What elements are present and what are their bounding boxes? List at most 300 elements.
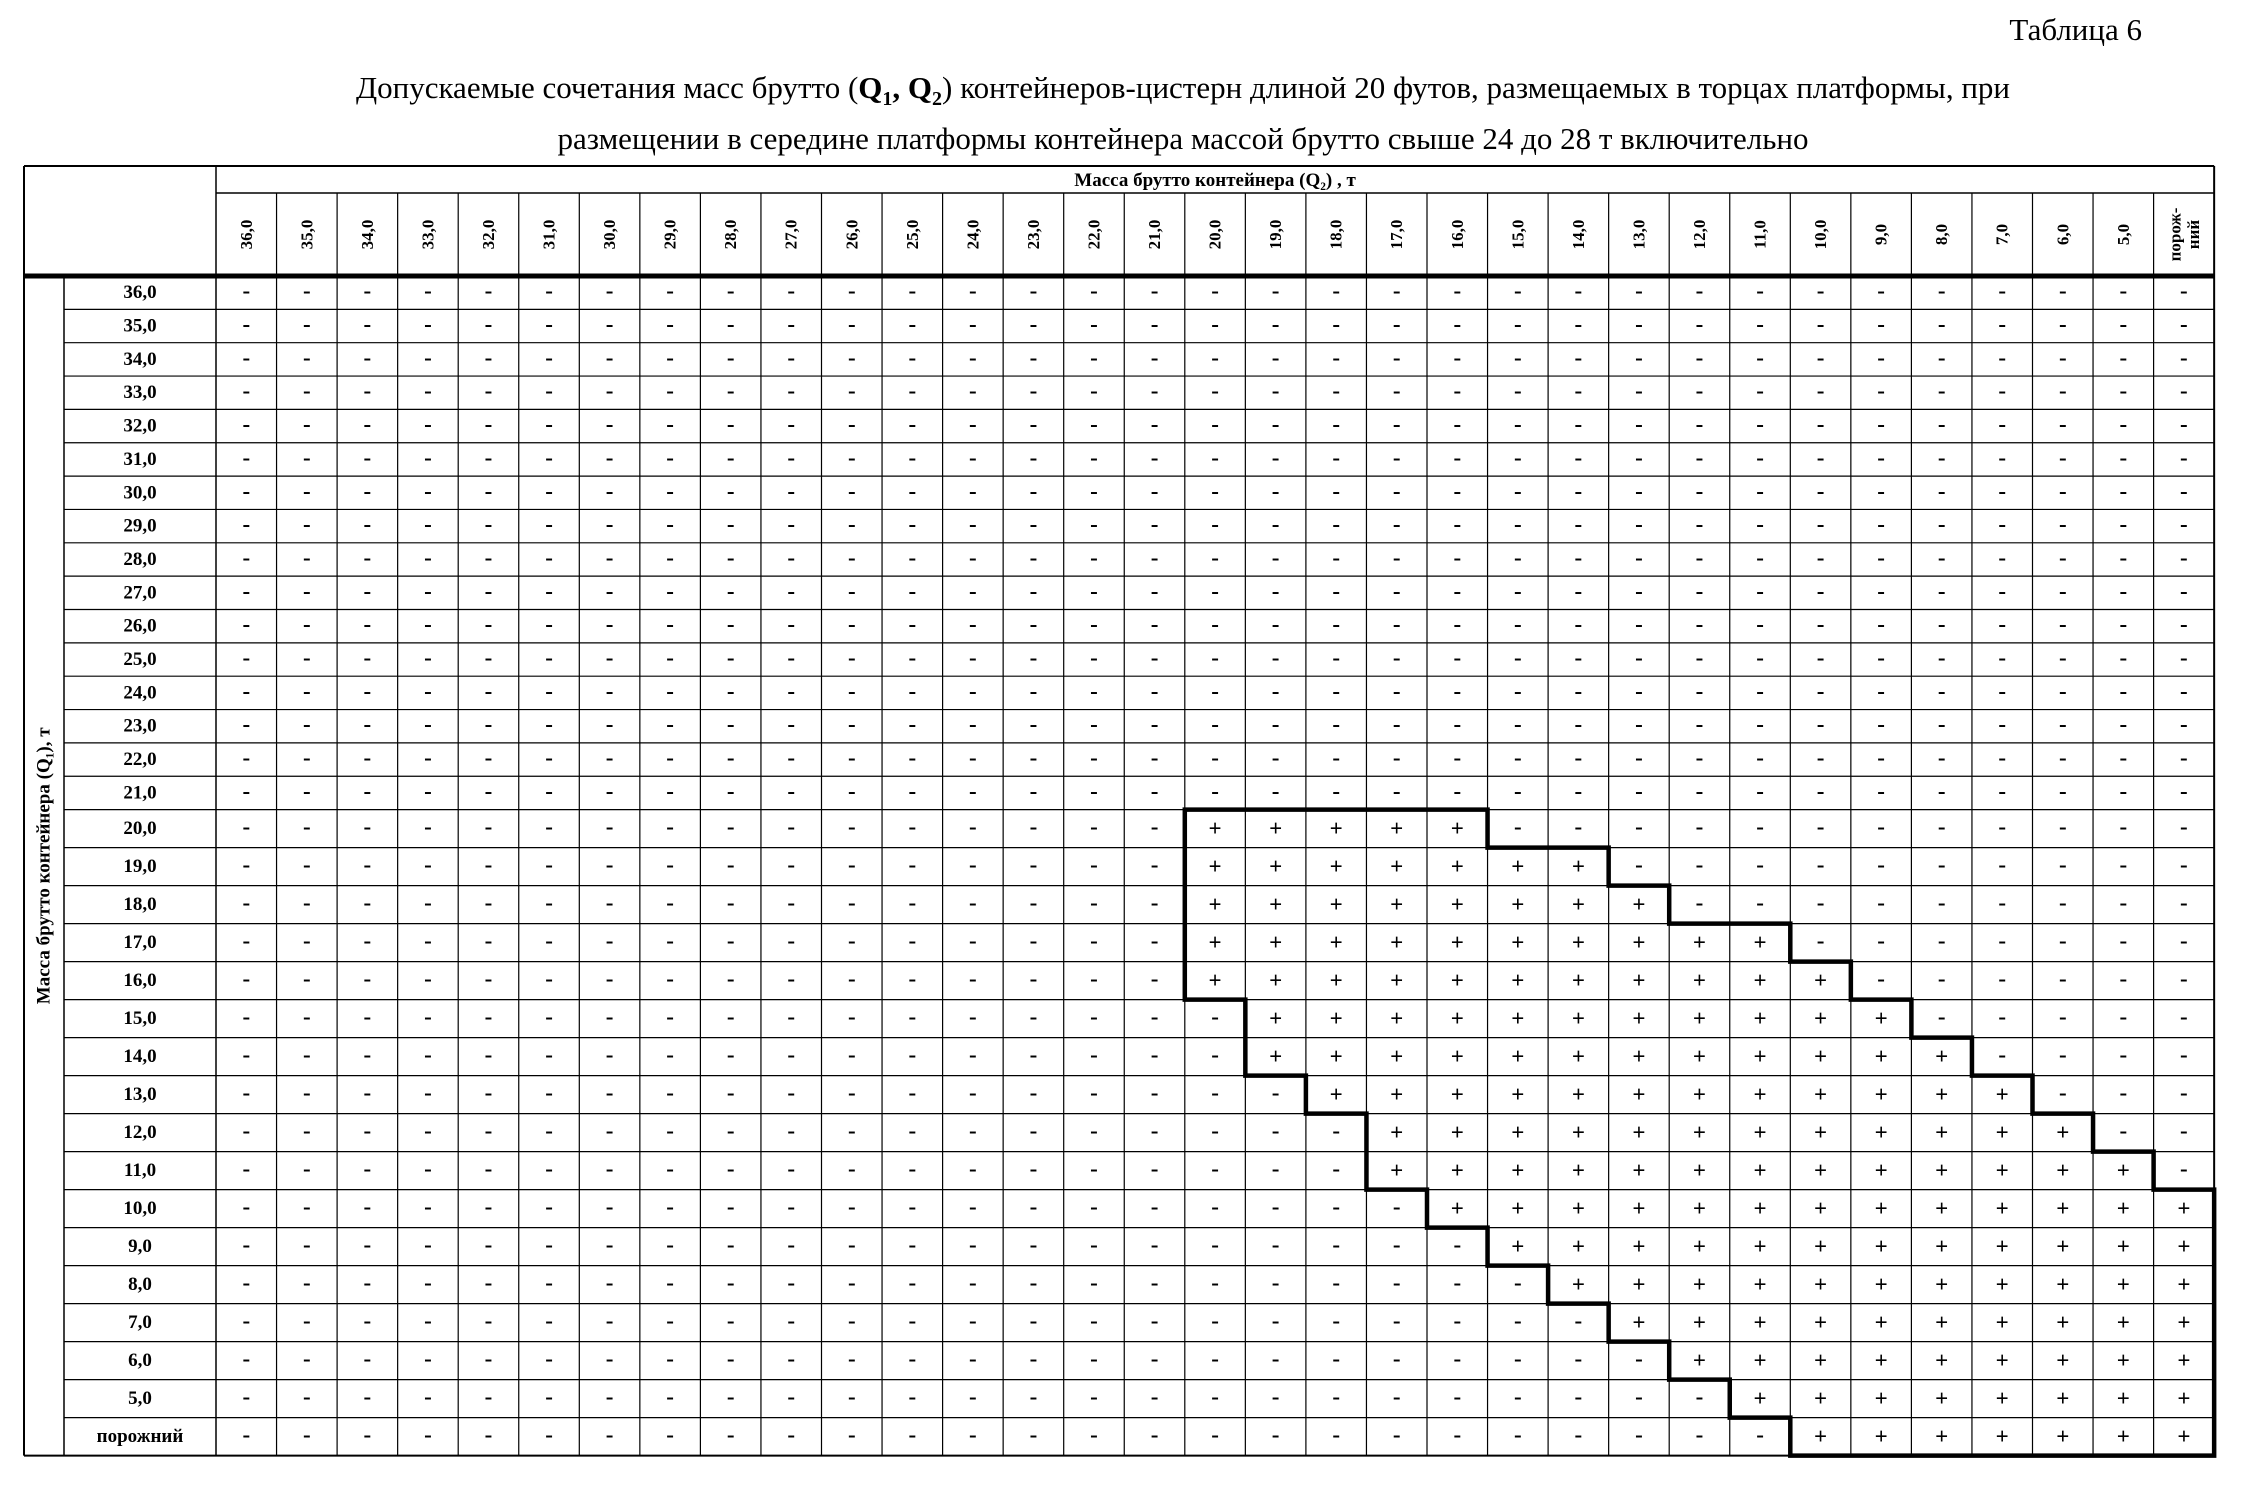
cell-forbidden: - xyxy=(908,778,917,804)
cell-forbidden: - xyxy=(363,1346,372,1372)
cell-forbidden: - xyxy=(2180,1042,2188,1068)
cell-forbidden: - xyxy=(1695,511,1704,537)
caption-line-1: Допускаемые сочетания масс брутто ($Q_1$, $Q_2$) контейнеров-цистерн длиной 20 футов, размещаемых в торцах платформы, при xyxy=(355,70,2011,111)
cell-forbidden: - xyxy=(666,1308,674,1334)
cell-forbidden: - xyxy=(1332,711,1341,737)
cell-forbidden: - xyxy=(605,378,614,404)
cell-forbidden: - xyxy=(2058,1080,2067,1106)
cell-forbidden: - xyxy=(666,890,674,916)
cell-forbidden: - xyxy=(1090,1080,1098,1106)
cell-forbidden: - xyxy=(1695,578,1704,604)
cell-forbidden: - xyxy=(1574,711,1583,737)
cell-allowed: + xyxy=(1995,1272,2009,1298)
cell-forbidden: - xyxy=(908,578,917,604)
cell-forbidden: - xyxy=(1695,411,1704,437)
cell-forbidden: - xyxy=(1998,1004,2007,1030)
cell-forbidden: - xyxy=(1090,1194,1098,1220)
cell-forbidden: - xyxy=(2058,578,2067,604)
cell-forbidden: - xyxy=(484,928,493,954)
cell-forbidden: - xyxy=(1150,745,1159,771)
cell-forbidden: - xyxy=(1150,444,1159,470)
cell-forbidden: - xyxy=(363,852,372,878)
cell-allowed: + xyxy=(2056,1272,2070,1298)
cell-forbidden: - xyxy=(1211,1004,1219,1030)
cell-forbidden: - xyxy=(1392,678,1401,704)
cell-forbidden: - xyxy=(424,711,432,737)
cell-forbidden: - xyxy=(1332,1270,1341,1296)
cell-allowed: + xyxy=(1390,968,1404,994)
cell-forbidden: - xyxy=(1635,578,1643,604)
cell-forbidden: - xyxy=(2180,745,2188,771)
cell-forbidden: - xyxy=(666,411,674,437)
cell-forbidden: - xyxy=(484,311,493,337)
cell-forbidden: - xyxy=(1877,778,1885,804)
cell-forbidden: - xyxy=(1574,1422,1583,1448)
cell-forbidden: - xyxy=(787,578,796,604)
cell-forbidden: - xyxy=(484,1080,493,1106)
cell-forbidden: - xyxy=(1574,411,1583,437)
cell-allowed: + xyxy=(1450,854,1464,880)
cell-forbidden: - xyxy=(1090,745,1098,771)
cell-forbidden: - xyxy=(1271,1308,1280,1334)
cell-forbidden: - xyxy=(363,928,372,954)
cell-forbidden: - xyxy=(1392,1232,1401,1258)
cell-forbidden: - xyxy=(1513,344,1522,370)
cell-forbidden: - xyxy=(1150,611,1159,637)
cell-allowed: + xyxy=(2116,1272,2130,1298)
cell-forbidden: - xyxy=(1998,378,2007,404)
cell-forbidden: - xyxy=(1090,578,1098,604)
column-header: 12,0 xyxy=(1689,219,1709,250)
cell-allowed: + xyxy=(1450,930,1464,956)
cell-allowed: + xyxy=(1995,1196,2009,1222)
cell-forbidden: - xyxy=(666,1042,674,1068)
cell-forbidden: - xyxy=(969,1270,977,1296)
cell-forbidden: - xyxy=(969,778,977,804)
column-header: 6,0 xyxy=(2053,223,2073,246)
cell-forbidden: - xyxy=(726,1346,735,1372)
row-label: 36,0 xyxy=(123,282,157,304)
column-header: 36,0 xyxy=(236,219,256,250)
cell-forbidden: - xyxy=(969,1194,977,1220)
cell-forbidden: - xyxy=(424,411,432,437)
cell-forbidden: - xyxy=(1453,611,1462,637)
cell-forbidden: - xyxy=(1392,611,1401,637)
cell-forbidden: - xyxy=(908,278,917,304)
cell-forbidden: - xyxy=(1635,411,1643,437)
cell-forbidden: - xyxy=(1090,890,1098,916)
cell-allowed: + xyxy=(1874,1348,1888,1374)
cell-allowed: + xyxy=(2116,1234,2130,1260)
cell-forbidden: - xyxy=(484,578,493,604)
cell-forbidden: - xyxy=(1211,478,1219,504)
cell-forbidden: - xyxy=(787,1080,796,1106)
cell-forbidden: - xyxy=(484,645,493,671)
cell-forbidden: - xyxy=(363,1384,372,1410)
cell-forbidden: - xyxy=(1513,1308,1522,1334)
cell-forbidden: - xyxy=(605,1194,614,1220)
cell-forbidden: - xyxy=(545,645,553,671)
column-header: 30,0 xyxy=(600,219,620,250)
cell-forbidden: - xyxy=(242,1270,251,1296)
cell-forbidden: - xyxy=(605,1004,614,1030)
cell-allowed: + xyxy=(2177,1272,2191,1298)
cell-forbidden: - xyxy=(726,1308,735,1334)
cell-forbidden: - xyxy=(545,1346,553,1372)
cell-forbidden: - xyxy=(1211,1232,1219,1258)
cell-forbidden: - xyxy=(1090,645,1098,671)
cell-forbidden: - xyxy=(2058,1042,2067,1068)
cell-allowed: + xyxy=(1269,816,1283,842)
cell-forbidden: - xyxy=(1271,711,1280,737)
cell-allowed: + xyxy=(1995,1424,2009,1450)
cell-allowed: + xyxy=(1329,1082,1343,1108)
cell-forbidden: - xyxy=(2180,928,2188,954)
cell-forbidden: - xyxy=(1695,711,1704,737)
cell-forbidden: - xyxy=(1513,278,1522,304)
cell-allowed: + xyxy=(2116,1386,2130,1412)
cell-forbidden: - xyxy=(605,928,614,954)
cell-allowed: + xyxy=(1632,1044,1646,1070)
cell-forbidden: - xyxy=(1332,778,1341,804)
cell-forbidden: - xyxy=(1513,1270,1522,1296)
cell-forbidden: - xyxy=(1029,478,1038,504)
cell-forbidden: - xyxy=(1574,311,1583,337)
cell-allowed: + xyxy=(1632,1272,1646,1298)
cell-forbidden: - xyxy=(2119,578,2128,604)
cell-forbidden: - xyxy=(666,1118,674,1144)
cell-forbidden: - xyxy=(726,344,735,370)
cell-forbidden: - xyxy=(1756,778,1764,804)
cell-forbidden: - xyxy=(1574,278,1583,304)
cell-forbidden: - xyxy=(1211,745,1219,771)
cell-forbidden: - xyxy=(847,966,856,992)
cell-forbidden: - xyxy=(787,852,796,878)
row-label: 34,0 xyxy=(123,348,157,370)
row-label: 35,0 xyxy=(123,315,157,337)
cell-forbidden: - xyxy=(363,378,372,404)
cell-forbidden: - xyxy=(969,852,977,878)
cell-forbidden: - xyxy=(908,544,917,570)
cell-forbidden: - xyxy=(242,611,251,637)
cell-forbidden: - xyxy=(1816,778,1825,804)
cell-forbidden: - xyxy=(1695,778,1704,804)
cell-forbidden: - xyxy=(2058,678,2067,704)
cell-allowed: + xyxy=(1814,1234,1828,1260)
cell-forbidden: - xyxy=(242,1308,251,1334)
cell-forbidden: - xyxy=(1574,745,1583,771)
cell-allowed: + xyxy=(1511,1196,1525,1222)
cell-forbidden: - xyxy=(1090,611,1098,637)
cell-allowed: + xyxy=(1753,1234,1767,1260)
cell-allowed: + xyxy=(1935,1196,1949,1222)
cell-forbidden: - xyxy=(1090,966,1098,992)
cell-forbidden: - xyxy=(726,611,735,637)
cell-forbidden: - xyxy=(969,444,977,470)
cell-forbidden: - xyxy=(2180,611,2188,637)
cell-forbidden: - xyxy=(1756,645,1764,671)
cell-forbidden: - xyxy=(2058,745,2067,771)
cell-forbidden: - xyxy=(1090,444,1098,470)
cell-forbidden: - xyxy=(787,1270,796,1296)
cell-forbidden: - xyxy=(2058,511,2067,537)
cell-forbidden: - xyxy=(908,814,917,840)
cell-allowed: + xyxy=(1511,854,1525,880)
cell-allowed: + xyxy=(2177,1234,2191,1260)
cell-forbidden: - xyxy=(1392,511,1401,537)
cell-forbidden: - xyxy=(2119,814,2128,840)
row-label: 29,0 xyxy=(123,515,157,537)
cell-forbidden: - xyxy=(787,678,796,704)
cell-forbidden: - xyxy=(969,1232,977,1258)
cell-forbidden: - xyxy=(1029,711,1038,737)
cell-forbidden: - xyxy=(1150,1080,1159,1106)
cell-allowed: + xyxy=(1753,930,1767,956)
cell-allowed: + xyxy=(1511,930,1525,956)
cell-forbidden: - xyxy=(847,678,856,704)
cell-forbidden: - xyxy=(363,1156,372,1182)
cell-forbidden: - xyxy=(1453,1422,1462,1448)
cell-forbidden: - xyxy=(847,444,856,470)
cell-forbidden: - xyxy=(2119,711,2128,737)
cell-forbidden: - xyxy=(787,778,796,804)
cell-forbidden: - xyxy=(1029,344,1038,370)
cell-forbidden: - xyxy=(605,711,614,737)
cell-allowed: + xyxy=(1692,1234,1707,1260)
cell-forbidden: - xyxy=(363,1422,372,1448)
cell-forbidden: - xyxy=(908,511,917,537)
cell-forbidden: - xyxy=(302,411,311,437)
cell-forbidden: - xyxy=(1574,814,1583,840)
cell-forbidden: - xyxy=(605,478,614,504)
cell-forbidden: - xyxy=(1695,611,1704,637)
cell-forbidden: - xyxy=(1392,1194,1401,1220)
cell-forbidden: - xyxy=(484,1422,493,1448)
cell-forbidden: - xyxy=(1756,344,1764,370)
cell-forbidden: - xyxy=(1090,511,1098,537)
cell-forbidden: - xyxy=(2119,311,2128,337)
cell-forbidden: - xyxy=(1998,1042,2007,1068)
cell-allowed: + xyxy=(1571,1044,1585,1070)
cell-forbidden: - xyxy=(1937,378,1946,404)
cell-forbidden: - xyxy=(302,344,311,370)
cell-forbidden: - xyxy=(605,1156,614,1182)
cell-forbidden: - xyxy=(1453,1308,1462,1334)
cell-forbidden: - xyxy=(605,890,614,916)
cell-forbidden: - xyxy=(908,444,917,470)
cell-allowed: + xyxy=(2056,1158,2070,1184)
cell-forbidden: - xyxy=(726,511,735,537)
cell-forbidden: - xyxy=(2180,344,2188,370)
cell-forbidden: - xyxy=(2180,1156,2188,1182)
cell-forbidden: - xyxy=(2058,311,2067,337)
cell-forbidden: - xyxy=(1635,814,1643,840)
cell-forbidden: - xyxy=(2058,778,2067,804)
cell-forbidden: - xyxy=(1029,1308,1038,1334)
cell-forbidden: - xyxy=(1150,1118,1159,1144)
cell-allowed: + xyxy=(1511,1006,1525,1032)
cell-forbidden: - xyxy=(1150,1422,1159,1448)
cell-forbidden: - xyxy=(1029,1232,1038,1258)
cell-forbidden: - xyxy=(2119,444,2128,470)
cell-forbidden: - xyxy=(1392,544,1401,570)
cell-allowed: + xyxy=(1692,1348,1707,1374)
cell-forbidden: - xyxy=(1332,1194,1341,1220)
row-label: порожний xyxy=(96,1426,184,1448)
row-label: 24,0 xyxy=(123,682,157,704)
cell-allowed: + xyxy=(1511,1234,1525,1260)
cell-forbidden: - xyxy=(1271,678,1280,704)
cell-allowed: + xyxy=(1753,968,1767,994)
cell-forbidden: - xyxy=(1877,344,1885,370)
cell-forbidden: - xyxy=(908,1308,917,1334)
cell-forbidden: - xyxy=(1271,311,1280,337)
cell-forbidden: - xyxy=(787,890,796,916)
cell-forbidden: - xyxy=(908,1118,917,1144)
cell-forbidden: - xyxy=(242,311,251,337)
cell-forbidden: - xyxy=(1090,1042,1098,1068)
cell-forbidden: - xyxy=(545,814,553,840)
cell-forbidden: - xyxy=(908,1384,917,1410)
cell-forbidden: - xyxy=(545,1308,553,1334)
cell-forbidden: - xyxy=(1513,778,1522,804)
cell-forbidden: - xyxy=(2058,544,2067,570)
cell-allowed: + xyxy=(1753,1310,1767,1336)
cell-forbidden: - xyxy=(605,1232,614,1258)
cell-forbidden: - xyxy=(847,1384,856,1410)
cell-forbidden: - xyxy=(787,378,796,404)
cell-forbidden: - xyxy=(1090,1346,1098,1372)
cell-forbidden: - xyxy=(545,311,553,337)
cell-forbidden: - xyxy=(363,478,372,504)
cell-allowed: + xyxy=(1753,1120,1767,1146)
cell-forbidden: - xyxy=(1937,778,1946,804)
cell-allowed: + xyxy=(2116,1424,2130,1450)
cell-forbidden: - xyxy=(726,890,735,916)
cell-forbidden: - xyxy=(1332,1118,1341,1144)
cell-forbidden: - xyxy=(302,478,311,504)
cell-allowed: + xyxy=(1692,1310,1707,1336)
cell-forbidden: - xyxy=(1271,1384,1280,1410)
row-label: 7,0 xyxy=(128,1312,152,1334)
cell-forbidden: - xyxy=(605,1422,614,1448)
cell-forbidden: - xyxy=(969,890,977,916)
cell-forbidden: - xyxy=(1029,1194,1038,1220)
cell-forbidden: - xyxy=(787,1194,796,1220)
cell-forbidden: - xyxy=(1937,611,1946,637)
cell-forbidden: - xyxy=(969,1118,977,1144)
cell-allowed: + xyxy=(1874,1424,1888,1450)
cell-forbidden: - xyxy=(484,1118,493,1144)
row-label: 21,0 xyxy=(123,782,157,804)
cell-forbidden: - xyxy=(908,611,917,637)
cell-forbidden: - xyxy=(1816,611,1825,637)
cell-forbidden: - xyxy=(847,778,856,804)
cell-forbidden: - xyxy=(726,1270,735,1296)
cell-forbidden: - xyxy=(363,1004,372,1030)
cell-forbidden: - xyxy=(1453,411,1462,437)
cell-forbidden: - xyxy=(1937,311,1946,337)
cell-allowed: + xyxy=(2177,1310,2191,1336)
cell-forbidden: - xyxy=(1090,344,1098,370)
cell-allowed: + xyxy=(1450,1196,1464,1222)
cell-allowed: + xyxy=(2177,1424,2191,1450)
cell-forbidden: - xyxy=(1392,411,1401,437)
cell-allowed: + xyxy=(1450,892,1464,918)
cell-forbidden: - xyxy=(302,966,311,992)
cell-forbidden: - xyxy=(605,1042,614,1068)
column-header: 5,0 xyxy=(2113,223,2133,246)
cell-forbidden: - xyxy=(1513,1422,1522,1448)
cell-forbidden: - xyxy=(969,611,977,637)
cell-forbidden: - xyxy=(787,511,796,537)
cell-forbidden: - xyxy=(1937,745,1946,771)
cell-forbidden: - xyxy=(1816,378,1825,404)
cell-allowed: + xyxy=(1874,1044,1888,1070)
cell-forbidden: - xyxy=(1937,511,1946,537)
cell-forbidden: - xyxy=(1574,778,1583,804)
cell-forbidden: - xyxy=(847,1080,856,1106)
cell-forbidden: - xyxy=(726,578,735,604)
column-header: 26,0 xyxy=(842,219,862,250)
cell-forbidden: - xyxy=(484,890,493,916)
cell-forbidden: - xyxy=(424,852,432,878)
cell-forbidden: - xyxy=(969,1384,977,1410)
cell-forbidden: - xyxy=(787,1156,796,1182)
cell-forbidden: - xyxy=(484,611,493,637)
cell-forbidden: - xyxy=(787,745,796,771)
cell-forbidden: - xyxy=(726,478,735,504)
cell-forbidden: - xyxy=(302,711,311,737)
cell-allowed: + xyxy=(1450,1082,1464,1108)
cell-allowed: + xyxy=(1874,1120,1888,1146)
cell-forbidden: - xyxy=(545,778,553,804)
row-label: 27,0 xyxy=(123,582,157,604)
column-header: 34,0 xyxy=(357,219,377,250)
cell-forbidden: - xyxy=(1392,378,1401,404)
cell-forbidden: - xyxy=(605,611,614,637)
cell-forbidden: - xyxy=(726,966,735,992)
cell-forbidden: - xyxy=(1937,928,1946,954)
cell-allowed: + xyxy=(1329,930,1343,956)
cell-forbidden: - xyxy=(363,678,372,704)
cell-forbidden: - xyxy=(1453,1232,1462,1258)
cell-forbidden: - xyxy=(1877,928,1885,954)
cell-allowed: + xyxy=(1995,1310,2009,1336)
cell-forbidden: - xyxy=(363,544,372,570)
cell-forbidden: - xyxy=(1271,444,1280,470)
cell-forbidden: - xyxy=(1453,1346,1462,1372)
cell-allowed: + xyxy=(1935,1120,1949,1146)
cell-allowed: + xyxy=(1632,1158,1646,1184)
cell-forbidden: - xyxy=(1271,1194,1280,1220)
cell-forbidden: - xyxy=(1211,1422,1219,1448)
cell-forbidden: - xyxy=(1332,478,1341,504)
cell-forbidden: - xyxy=(847,478,856,504)
cell-forbidden: - xyxy=(302,544,311,570)
row-label: 22,0 xyxy=(123,749,157,771)
cell-forbidden: - xyxy=(1029,1156,1038,1182)
cell-forbidden: - xyxy=(2119,1004,2128,1030)
cell-forbidden: - xyxy=(847,1270,856,1296)
cell-forbidden: - xyxy=(484,1042,493,1068)
cell-forbidden: - xyxy=(302,311,311,337)
cell-forbidden: - xyxy=(1635,645,1643,671)
cell-forbidden: - xyxy=(666,778,674,804)
cell-forbidden: - xyxy=(424,966,432,992)
cell-forbidden: - xyxy=(969,1080,977,1106)
cell-forbidden: - xyxy=(1029,966,1038,992)
